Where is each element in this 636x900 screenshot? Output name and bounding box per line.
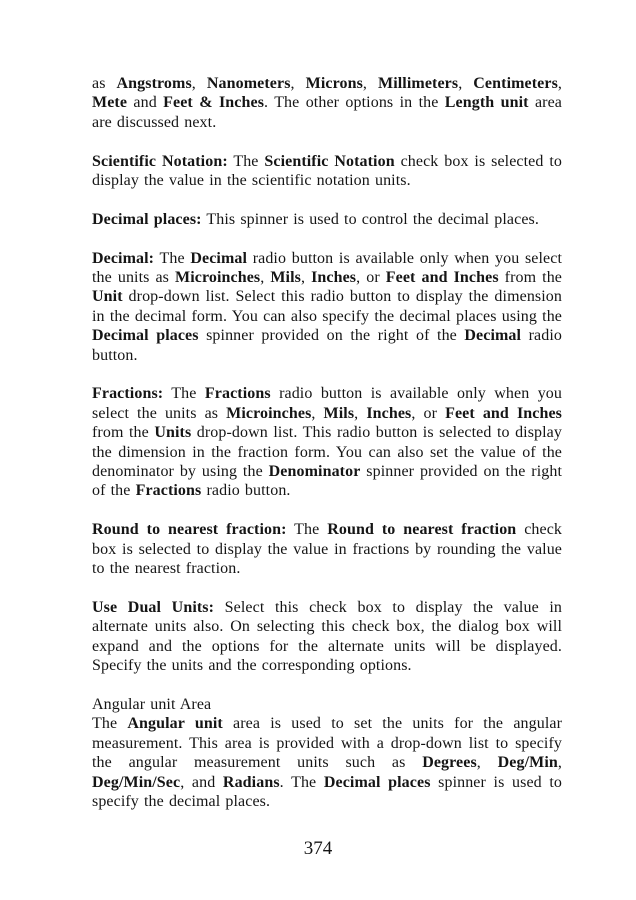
text-run: and [127,94,164,112]
paragraph-fractions [92,384,562,500]
text-run-bold: Centimeters [473,75,558,92]
text-run: The [154,249,191,267]
text-run-bold: Decimal places: [92,210,202,228]
text-run: , [458,75,474,92]
text-run: , and [180,773,223,791]
page-footer [0,838,636,860]
text-run-bold: Mils [323,404,355,422]
text-run: , or [356,269,386,287]
text-run-bold: Decimal places [92,327,199,345]
text-run-bold: Degrees [422,754,477,772]
text-run: area is used to set the units for the angular measurement. This area is provided with a drop-down list to specify the angular measurement units such as [92,715,562,772]
text-run-bold: Decimal places [323,773,431,791]
text-run-bold: Microinches [175,269,261,287]
text-run: radio button is available only when you select the units as [92,385,563,422]
text-run-bold: Units [154,424,192,442]
text-run: spinner provided on the right of the [92,463,562,500]
text-run: The [92,715,128,733]
text-run-bold: Feet & Inches [163,94,265,112]
text-run: radio button. [201,482,291,500]
paragraph-scientific-notation [92,152,562,191]
text-run: , [191,75,207,92]
text-run-bold: Mils [270,269,301,287]
text-run: The [163,385,205,403]
text-run-bold: Radians [222,773,280,791]
text-run: check box is selected to display the value in fractions by rounding the value to the nearest fraction. [92,521,563,578]
text-run: The [227,152,265,170]
text-run: from the [92,424,155,442]
text-run: drop-down list. This radio button is selected to display the dimension in the fraction form. You can also set the value of the denominator by using the [92,424,562,481]
text-run: , [362,75,379,92]
text-run: Angular unit Area [92,695,212,713]
text-run-bold: Denominator [268,463,361,481]
text-run-bold: Microns [305,75,363,92]
text-run-bold: Scientific Notation: [92,152,228,170]
text-run-bold: Microinches [226,404,312,422]
text-run: . The other options in the [264,94,445,112]
text-run: , [557,754,562,772]
text-run-bold: Use Dual Units: [92,598,215,616]
paragraph-use-dual-units [92,598,562,676]
text-run: from the [498,269,562,287]
text-run: , [354,404,367,422]
text-run-bold: Fractions [135,482,202,500]
text-run-bold: Unit [92,288,123,306]
text-run-bold: Nanometers [206,75,291,92]
text-run: , [290,75,306,92]
paragraph-decimal [92,249,562,365]
text-run: drop-down list. Select this radio button to display the dimension in the decimal form. You can also specify the decimal places using the [92,288,562,325]
text-run-bold: Decimal: [92,249,155,267]
text-run: , [311,404,324,422]
text-run-bold: Length unit [444,94,529,112]
text-run-bold: Millimeters [378,75,459,92]
page-number: 374 [303,838,333,859]
text-run-bold: Feet and Inches [385,269,499,287]
paragraph-angular-unit [92,714,562,811]
text-run: . The [279,773,324,791]
text-run-bold: Scientific Notation [264,152,395,170]
text-run: radio button. [92,327,562,364]
text-run-bold: Round to nearest fraction [327,521,517,539]
text-run: , [300,269,312,287]
paragraph-list [92,74,562,831]
text-run-bold: Angstroms [116,75,192,92]
text-run-bold: Angular unit [127,715,223,733]
text-run-bold: Decimal [464,327,522,345]
text-run-bold: Fractions [204,385,271,403]
text-run: radio button is available only when you select the units as [92,249,562,287]
text-run-bold: Round to nearest fraction: [92,521,287,539]
text-run-bold: Inches [366,404,412,422]
text-run: , [476,754,498,772]
paragraph-round-to-nearest-fraction [92,520,562,578]
text-run: Select this check box to display the value in alternate units also. On selecting this check box, the dialog box will expand and the options for the alternate units will be displayed. Specify the units and the corresponding options. [92,598,563,675]
text-run-bold: Deg/Min/Sec [92,773,181,791]
text-run-bold: Feet and Inches [445,404,563,422]
text-run: spinner provided on the right of the [198,327,465,345]
text-run: , [260,269,271,287]
text-run: , or [411,404,446,422]
text-run: This spinner is used to control the decimal places. [201,210,539,228]
text-run-bold: Deg/Min [497,754,558,772]
text-run: as [92,75,117,92]
heading-angular-unit-area [92,695,562,714]
paragraph-decimal-places [92,210,562,229]
text-run: , [557,75,563,92]
text-run-bold: Mete [92,94,128,112]
text-run: area are discussed next. [92,94,562,131]
text-run: The [286,521,328,539]
paragraph-length-units [92,74,562,132]
text-run: check box is selected to display the value in the scientific notation units. [92,152,562,190]
text-run-bold: Decimal [190,249,248,267]
text-run-bold: Inches [311,269,357,287]
text-run-bold: Fractions: [92,385,164,403]
text-run: spinner is used to specify the decimal places. [92,773,563,810]
